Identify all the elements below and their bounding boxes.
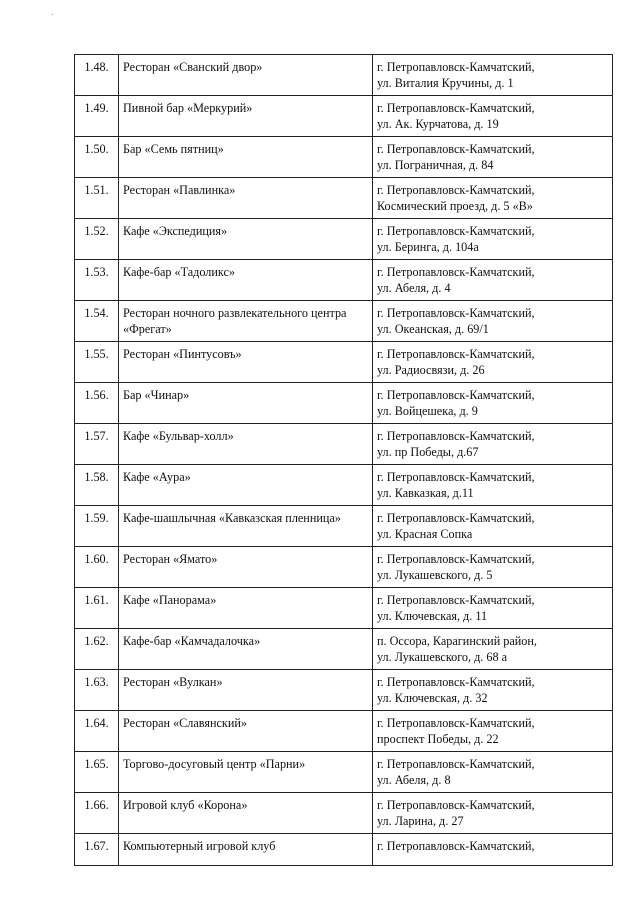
address-cell — [373, 424, 613, 465]
address-line: ул. Войцешека, д. 9 — [377, 403, 478, 418]
address-line: г. Петропавловск-Камчатский, — [377, 470, 535, 484]
establishment-name-cell — [119, 342, 373, 383]
establishment-name-cell — [119, 301, 373, 342]
address-line: ул. Беринга, д. 104а — [377, 239, 479, 254]
establishment-name: Торгово-досуговый центр «Парни» — [123, 757, 306, 771]
address-line: г. Петропавловск-Камчатский, — [377, 429, 535, 443]
table-row — [75, 219, 613, 260]
address-cell — [373, 834, 613, 866]
address-line: ул. Пограничная, д. 84 — [377, 157, 494, 172]
address-cell — [373, 670, 613, 711]
row-number: 1.59. — [75, 506, 119, 547]
address-line: г. Петропавловск-Камчатский, — [377, 798, 535, 812]
row-number: 1.65. — [75, 752, 119, 793]
establishment-name-cell — [119, 219, 373, 260]
establishment-name: Ресторан «Павлинка» — [123, 183, 236, 197]
address-cell — [373, 219, 613, 260]
establishment-name: Кафе-бар «Камчадалочка» — [123, 634, 261, 648]
establishment-name: Бар «Чинар» — [123, 388, 190, 402]
address-line: ул. Абеля, д. 8 — [377, 772, 451, 787]
address-cell — [373, 506, 613, 547]
establishment-name: Ресторан «Славянский» — [123, 716, 247, 730]
address-cell — [373, 711, 613, 752]
address-line: г. Петропавловск-Камчатский, — [377, 593, 535, 607]
row-number: 1.56. — [75, 383, 119, 424]
table-row — [75, 465, 613, 506]
establishment-name-cell — [119, 793, 373, 834]
row-number: 1.63. — [75, 670, 119, 711]
table-body — [75, 55, 613, 866]
establishment-name-cell — [119, 465, 373, 506]
address-cell — [373, 301, 613, 342]
address-cell — [373, 342, 613, 383]
address-cell — [373, 752, 613, 793]
address-line: г. Петропавловск-Камчатский, — [377, 101, 535, 115]
row-number: 1.53. — [75, 260, 119, 301]
table-row — [75, 588, 613, 629]
establishment-name-cell — [119, 629, 373, 670]
establishment-name: Кафе-бар «Тадоликс» — [123, 265, 235, 279]
establishment-name: Кафе «Экспедиция» — [123, 224, 228, 238]
establishment-name-cell — [119, 178, 373, 219]
table-row — [75, 424, 613, 465]
address-line: г. Петропавловск-Камчатский, — [377, 552, 535, 566]
table-row — [75, 752, 613, 793]
address-line: г. Петропавловск-Камчатский, — [377, 306, 535, 320]
address-cell — [373, 547, 613, 588]
address-line: ул. Красная Сопка — [377, 526, 473, 541]
establishment-name-cell — [119, 506, 373, 547]
table-row — [75, 670, 613, 711]
establishment-name: Кафе «Аура» — [123, 470, 191, 484]
address-line: г. Петропавловск-Камчатский, — [377, 142, 535, 156]
row-number: 1.66. — [75, 793, 119, 834]
address-line: ул. Радиосвязи, д. 26 — [377, 362, 485, 377]
address-cell — [373, 96, 613, 137]
establishment-name: Игровой клуб «Корона» — [123, 798, 248, 812]
address-line: ул. Океанская, д. 69/1 — [377, 321, 489, 336]
establishment-name: Кафе «Бульвар-холл» — [123, 429, 234, 443]
row-number: 1.62. — [75, 629, 119, 670]
row-number: 1.58. — [75, 465, 119, 506]
row-number: 1.49. — [75, 96, 119, 137]
address-line: г. Петропавловск-Камчатский, — [377, 839, 535, 853]
address-line: ул. Абеля, д. 4 — [377, 280, 451, 295]
row-number: 1.57. — [75, 424, 119, 465]
row-number: 1.52. — [75, 219, 119, 260]
address-line: ул. Ларина, д. 27 — [377, 813, 464, 828]
table-row — [75, 547, 613, 588]
establishment-name-cell — [119, 588, 373, 629]
establishment-name: Бар «Семь пятниц» — [123, 142, 224, 156]
address-line: г. Петропавловск-Камчатский, — [377, 347, 535, 361]
establishment-name: Кафе-шашлычная «Кавказская пленница» — [123, 511, 341, 525]
address-line: ул. Ак. Курчатова, д. 19 — [377, 116, 499, 131]
establishment-name: Пивной бар «Меркурий» — [123, 101, 253, 115]
address-cell — [373, 588, 613, 629]
table-row — [75, 383, 613, 424]
address-cell — [373, 383, 613, 424]
address-line: г. Петропавловск-Камчатский, — [377, 716, 535, 730]
address-cell — [373, 629, 613, 670]
establishment-name: Ресторан «Сванский двор» — [123, 60, 263, 74]
table-row — [75, 260, 613, 301]
establishment-name: Ресторан «Вулкан» — [123, 675, 223, 689]
table-row — [75, 137, 613, 178]
establishment-name-cell — [119, 834, 373, 866]
establishment-name: Компьютерный игровой клуб — [123, 839, 276, 853]
address-line: г. Петропавловск-Камчатский, — [377, 675, 535, 689]
establishment-name-cell — [119, 752, 373, 793]
establishments-table — [74, 54, 613, 866]
row-number: 1.50. — [75, 137, 119, 178]
table-row — [75, 96, 613, 137]
establishment-name: Ресторан «Пинтусовъ» — [123, 347, 242, 361]
table-row — [75, 55, 613, 96]
establishment-name-cell — [119, 670, 373, 711]
address-line: г. Петропавловск-Камчатский, — [377, 265, 535, 279]
row-number: 1.64. — [75, 711, 119, 752]
address-cell — [373, 260, 613, 301]
address-line: ул. Ключевская, д. 32 — [377, 690, 488, 705]
address-line: г. Петропавловск-Камчатский, — [377, 183, 535, 197]
establishment-name-cell — [119, 137, 373, 178]
table-row — [75, 342, 613, 383]
address-line: проспект Победы, д. 22 — [377, 731, 499, 746]
address-line: ул. Кавказкая, д.11 — [377, 485, 474, 500]
address-line: Космический проезд, д. 5 «В» — [377, 198, 533, 213]
scan-speck — [52, 14, 53, 15]
address-line: ул. Лукашевского, д. 5 — [377, 567, 493, 582]
table-row — [75, 793, 613, 834]
address-line: ул. Виталия Кручины, д. 1 — [377, 75, 514, 90]
establishment-name-cell — [119, 711, 373, 752]
establishment-name-cell — [119, 383, 373, 424]
address-line: г. Петропавловск-Камчатский, — [377, 757, 535, 771]
table-row — [75, 834, 613, 866]
address-cell — [373, 465, 613, 506]
row-number: 1.55. — [75, 342, 119, 383]
address-cell — [373, 793, 613, 834]
establishment-name: «Фрегат» — [123, 321, 172, 336]
row-number: 1.60. — [75, 547, 119, 588]
establishment-name: Ресторан ночного развлекательного центра — [123, 306, 347, 320]
table-row — [75, 506, 613, 547]
row-number: 1.54. — [75, 301, 119, 342]
address-line: г. Петропавловск-Камчатский, — [377, 388, 535, 402]
row-number: 1.51. — [75, 178, 119, 219]
address-line: г. Петропавловск-Камчатский, — [377, 224, 535, 238]
establishment-name-cell — [119, 96, 373, 137]
table-row — [75, 629, 613, 670]
table-row — [75, 301, 613, 342]
establishment-name: Кафе «Панорама» — [123, 593, 217, 607]
address-cell — [373, 137, 613, 178]
row-number: 1.48. — [75, 55, 119, 96]
address-line: п. Оссора, Карагинский район, — [377, 634, 537, 648]
establishment-name-cell — [119, 424, 373, 465]
address-cell — [373, 55, 613, 96]
address-line: г. Петропавловск-Камчатский, — [377, 60, 535, 74]
establishment-name-cell — [119, 260, 373, 301]
address-cell — [373, 178, 613, 219]
table-row — [75, 178, 613, 219]
row-number: 1.61. — [75, 588, 119, 629]
table-row — [75, 711, 613, 752]
row-number: 1.67. — [75, 834, 119, 866]
address-line: ул. пр Победы, д.67 — [377, 444, 479, 459]
establishment-name: Ресторан «Ямато» — [123, 552, 218, 566]
address-line: ул. Ключевская, д. 11 — [377, 608, 488, 623]
address-line: ул. Лукашевского, д. 68 а — [377, 649, 508, 664]
address-line: г. Петропавловск-Камчатский, — [377, 511, 535, 525]
establishment-name-cell — [119, 55, 373, 96]
establishment-name-cell — [119, 547, 373, 588]
